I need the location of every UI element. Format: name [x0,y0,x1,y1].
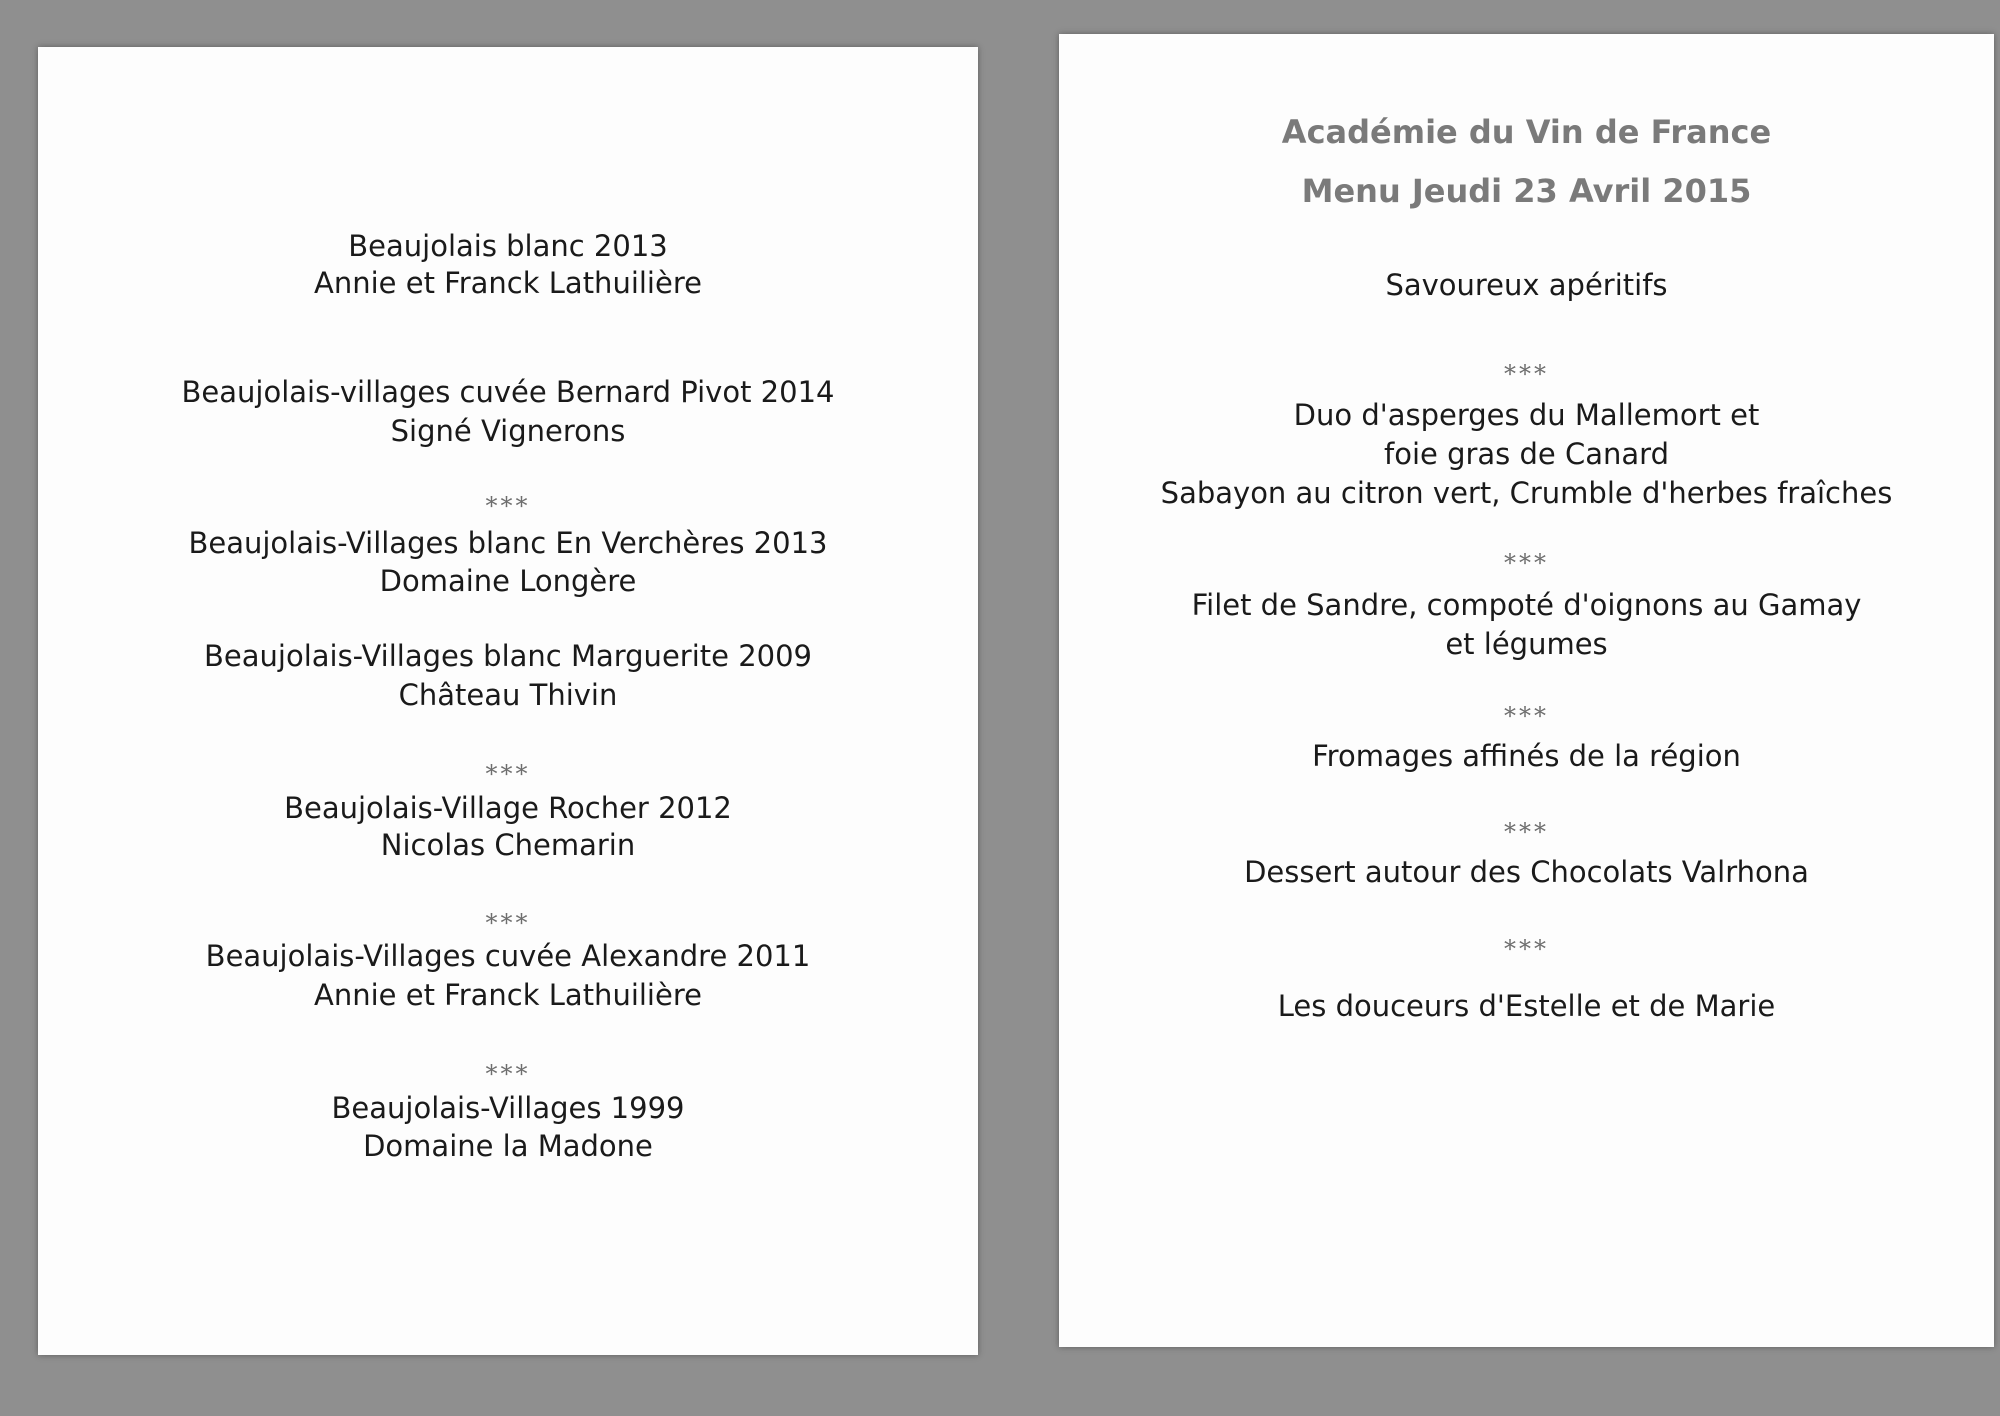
wine-name: Beaujolais-Villages blanc En Verchères 2013 [188,526,828,560]
wine-producer: Nicolas Chemarin [380,828,636,862]
wine-producer: Domaine Longère [379,564,637,598]
course-sweets: Les douceurs d'Estelle et de Marie [1277,989,1776,1023]
separator-stars: *** [485,909,531,937]
course-dessert: Dessert autour des Chocolats Valrhona [1244,855,1809,889]
separator-stars: *** [1504,818,1549,846]
wine-name: Beaujolais-Villages blanc Marguerite 2009 [204,639,812,673]
separator-stars: *** [1504,702,1549,730]
course-starter-line: foie gras de Canard [1384,437,1669,471]
wine-list-page [38,47,978,1355]
wine-producer: Annie et Franck Lathuilière [314,266,702,300]
separator-stars: *** [1504,935,1549,963]
wine-producer: Domaine la Madone [363,1129,653,1163]
course-starter-line: Sabayon au citron vert, Crumble d'herbes fraîches [1160,476,1893,510]
wine-name: Beaujolais-villages cuvée Bernard Pivot 2014 [181,375,835,409]
separator-stars: *** [1504,360,1549,388]
wine-producer: Château Thivin [398,678,618,712]
separator-stars: *** [485,760,531,788]
course-fish-line: Filet de Sandre, compoté d'oignons au Gamay [1191,588,1862,622]
wine-name: Beaujolais-Villages cuvée Alexandre 2011 [205,939,811,973]
wine-producer: Signé Vignerons [390,414,626,448]
menu-subtitle: Menu Jeudi 23 Avril 2015 [1301,172,1752,210]
separator-stars: *** [1504,549,1549,577]
course-fish-line: et légumes [1445,627,1608,661]
separator-stars: *** [485,492,531,520]
menu-page [1059,34,1994,1347]
wine-name: Beaujolais-Villages 1999 [331,1091,685,1125]
course-cheese: Fromages affinés de la région [1312,739,1741,773]
course-starter-line: Duo d'asperges du Mallemort et [1293,398,1760,432]
separator-stars: *** [485,1060,531,1088]
wine-name: Beaujolais blanc 2013 [348,229,668,263]
course-aperitif: Savoureux apéritifs [1385,268,1668,302]
wine-producer: Annie et Franck Lathuilière [314,978,702,1012]
wine-name: Beaujolais-Village Rocher 2012 [284,791,732,825]
menu-title: Académie du Vin de France [1281,113,1772,151]
